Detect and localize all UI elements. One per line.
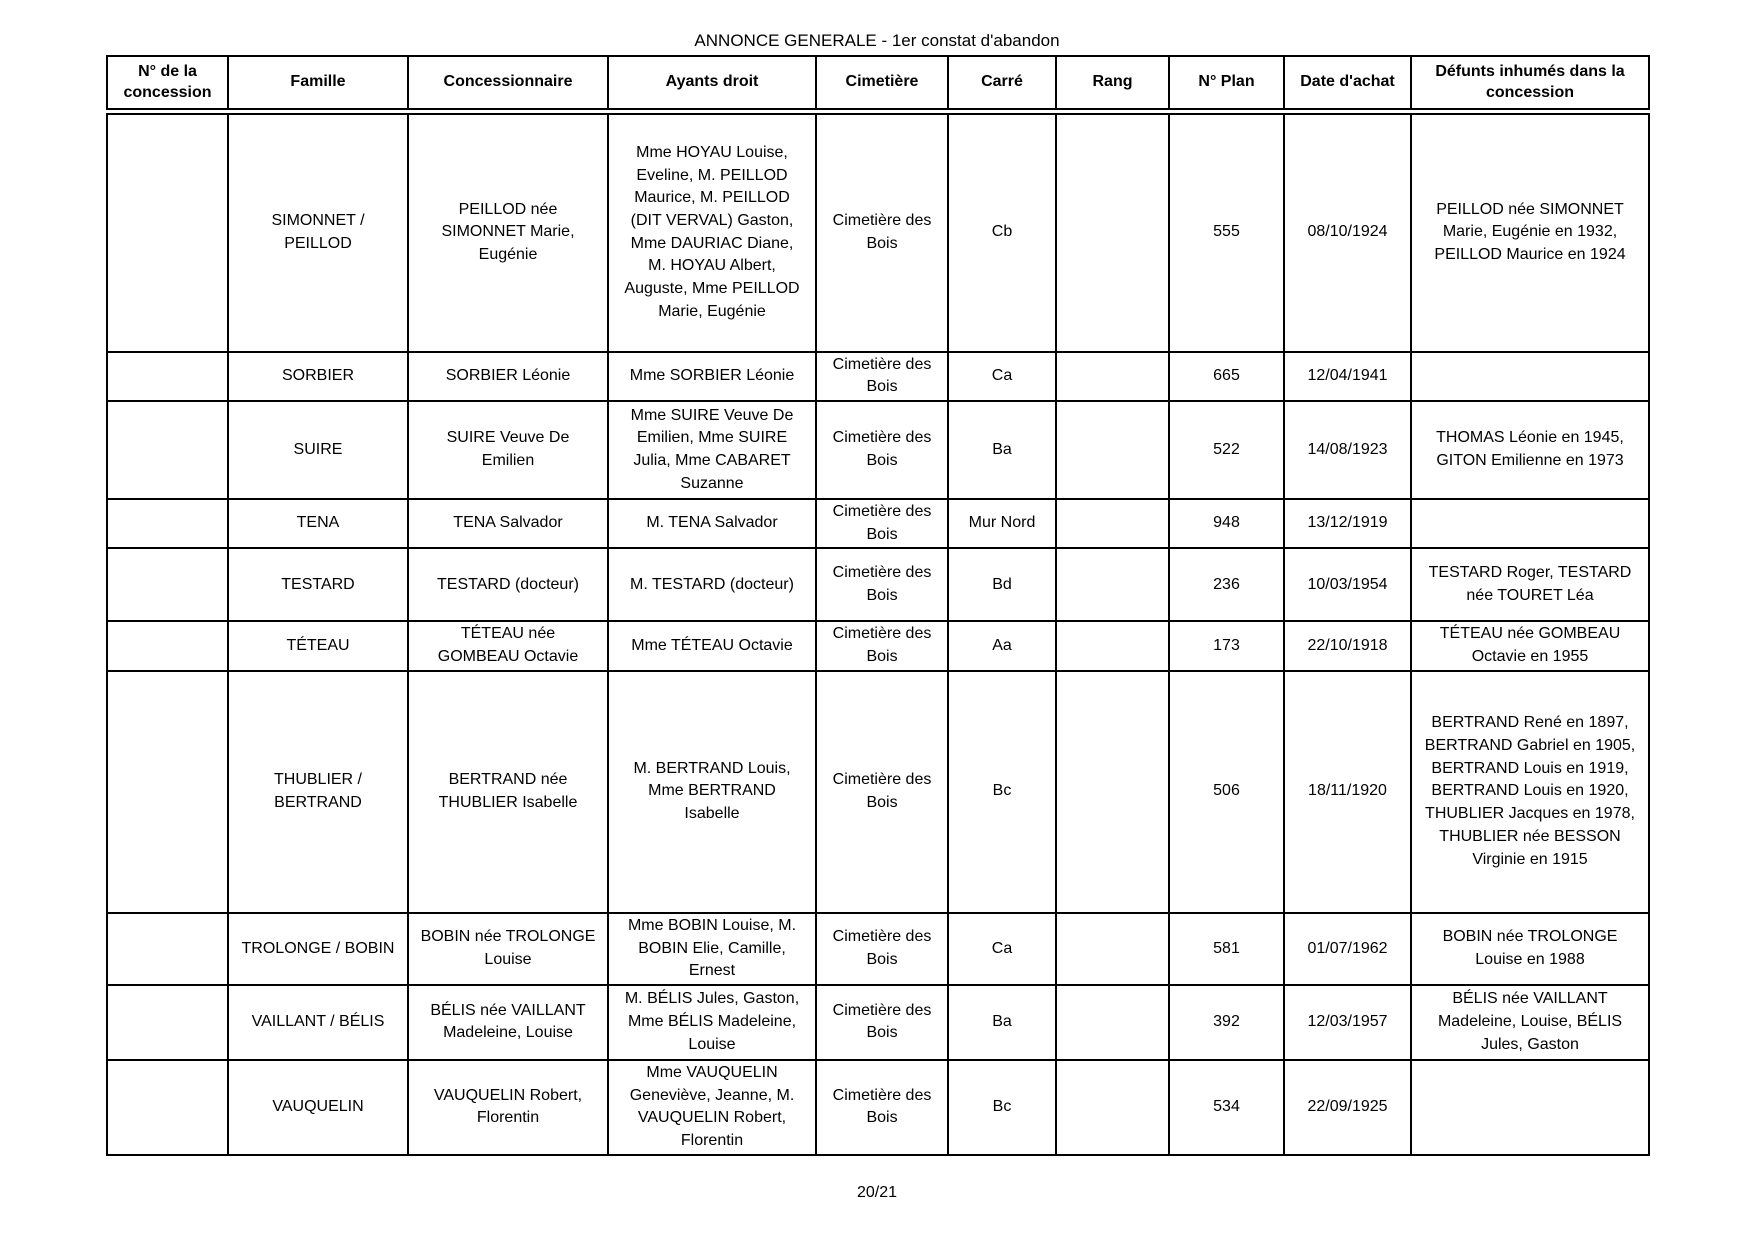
cell-concession [107,913,228,985]
cell-defunts: TÉTEAU née GOMBEAU Octavie en 1955 [1411,621,1649,670]
cell-concession [107,671,228,913]
cell-defunts [1411,1060,1649,1155]
cell-concession [107,112,228,352]
table-row [107,985,1649,1060]
cell-ayants-droit: Mme BOBIN Louise, M. BOBIN Elie, Camille, Ernest [608,913,816,985]
cell-defunts: TESTARD Roger, TESTARD née TOURET Léa [1411,548,1649,621]
cell-concession [107,548,228,621]
cell-concession [107,1060,228,1155]
cell-defunts: THOMAS Léonie en 1945, GITON Emilienne en 1973 [1411,401,1649,499]
cell-rang [1056,913,1169,985]
table-row [107,401,1649,499]
cell-ayants-droit: M. BÉLIS Jules, Gaston, Mme BÉLIS Madeleine, Louise [608,985,816,1060]
cell-famille: TROLONGE / BOBIN [228,913,408,985]
cell-defunts: BÉLIS née VAILLANT Madeleine, Louise, BÉLIS Jules, Gaston [1411,985,1649,1060]
cell-date-achat: 10/03/1954 [1284,548,1411,621]
column-header-cimetiere: Cimetière [816,56,948,112]
cell-cimetiere: Cimetière des Bois [816,621,948,670]
cell-concessionnaire: SORBIER Léonie [408,352,608,401]
cell-plan: 555 [1169,112,1284,352]
cell-rang [1056,499,1169,548]
cell-date-achat: 18/11/1920 [1284,671,1411,913]
cell-concession [107,352,228,401]
cell-concessionnaire: TENA Salvador [408,499,608,548]
cell-date-achat: 14/08/1923 [1284,401,1411,499]
cell-cimetiere: Cimetière des Bois [816,499,948,548]
cell-rang [1056,671,1169,913]
column-header-rang: Rang [1056,56,1169,112]
cell-rang [1056,985,1169,1060]
table-row [107,499,1649,548]
column-header-ayants-droit: Ayants droit [608,56,816,112]
table-row [107,548,1649,621]
cell-cimetiere: Cimetière des Bois [816,112,948,352]
cell-plan: 173 [1169,621,1284,670]
cell-ayants-droit: M. TESTARD (docteur) [608,548,816,621]
cell-famille: TÉTEAU [228,621,408,670]
cell-carre: Ca [948,913,1056,985]
column-header-concession: N° de la concession [107,56,228,112]
cell-carre: Ca [948,352,1056,401]
cell-concession [107,621,228,670]
cell-ayants-droit: M. TENA Salvador [608,499,816,548]
cell-concession [107,985,228,1060]
cell-date-achat: 08/10/1924 [1284,112,1411,352]
table-header-row [107,56,1649,112]
column-header-defunts: Défunts inhumés dans la concession [1411,56,1649,112]
cell-rang [1056,112,1169,352]
cell-carre: Cb [948,112,1056,352]
cell-ayants-droit: Mme SORBIER Léonie [608,352,816,401]
column-header-date-achat: Date d'achat [1284,56,1411,112]
cell-ayants-droit: M. BERTRAND Louis, Mme BERTRAND Isabelle [608,671,816,913]
table-row [107,671,1649,913]
cell-famille: SUIRE [228,401,408,499]
page-number: 20/21 [856,1184,898,1201]
cell-carre: Bd [948,548,1056,621]
cell-concessionnaire: SUIRE Veuve De Emilien [408,401,608,499]
cell-ayants-droit: Mme VAUQUELIN Geneviève, Jeanne, M. VAUQUELIN Robert, Florentin [608,1060,816,1155]
cell-famille: TENA [228,499,408,548]
concessions-table [106,55,1650,1156]
cell-plan: 506 [1169,671,1284,913]
cell-plan: 236 [1169,548,1284,621]
cell-rang [1056,352,1169,401]
cell-plan: 534 [1169,1060,1284,1155]
cell-cimetiere: Cimetière des Bois [816,548,948,621]
cell-rang [1056,621,1169,670]
table-row [107,112,1649,352]
cell-cimetiere: Cimetière des Bois [816,1060,948,1155]
column-header-plan: N° Plan [1169,56,1284,112]
table-body [107,112,1649,1155]
cell-concessionnaire: BERTRAND née THUBLIER Isabelle [408,671,608,913]
cell-concessionnaire: TESTARD (docteur) [408,548,608,621]
cell-date-achat: 12/03/1957 [1284,985,1411,1060]
cell-defunts [1411,352,1649,401]
cell-carre: Aa [948,621,1056,670]
cell-concessionnaire: PEILLOD née SIMONNET Marie, Eugénie [408,112,608,352]
cell-concessionnaire: BÉLIS née VAILLANT Madeleine, Louise [408,985,608,1060]
cell-concessionnaire: TÉTEAU née GOMBEAU Octavie [408,621,608,670]
cell-defunts: BOBIN née TROLONGE Louise en 1988 [1411,913,1649,985]
cell-defunts: PEILLOD née SIMONNET Marie, Eugénie en 1932, PEILLOD Maurice en 1924 [1411,112,1649,352]
cell-famille: TESTARD [228,548,408,621]
cell-plan: 665 [1169,352,1284,401]
cell-concession [107,499,228,548]
cell-famille: THUBLIER / BERTRAND [228,671,408,913]
cell-carre: Mur Nord [948,499,1056,548]
cell-cimetiere: Cimetière des Bois [816,352,948,401]
cell-cimetiere: Cimetière des Bois [816,985,948,1060]
table-row [107,621,1649,670]
cell-carre: Bc [948,1060,1056,1155]
cell-carre: Bc [948,671,1056,913]
cell-date-achat: 01/07/1962 [1284,913,1411,985]
cell-concession [107,401,228,499]
cell-carre: Ba [948,985,1056,1060]
cell-defunts: BERTRAND René en 1897, BERTRAND Gabriel en 1905, BERTRAND Louis en 1919, BERTRAND Louis en 1920, THUBLIER Jacques en 1978, THUBLIER née BESSON Virginie en 1915 [1411,671,1649,913]
cell-date-achat: 13/12/1919 [1284,499,1411,548]
cell-defunts [1411,499,1649,548]
table-row [107,352,1649,401]
cell-date-achat: 12/04/1941 [1284,352,1411,401]
cell-ayants-droit: Mme HOYAU Louise, Eveline, M. PEILLOD Maurice, M. PEILLOD (DIT VERVAL) Gaston, Mme DAURIAC Diane, M. HOYAU Albert, Auguste, Mme PEILLOD Marie, Eugénie [608,112,816,352]
cell-cimetiere: Cimetière des Bois [816,401,948,499]
table-row [107,913,1649,985]
cell-plan: 392 [1169,985,1284,1060]
column-header-famille: Famille [228,56,408,112]
cell-ayants-droit: Mme TÉTEAU Octavie [608,621,816,670]
page-title: ANNONCE GENERALE - 1er constat d'abandon [694,31,1060,50]
cell-rang [1056,548,1169,621]
cell-famille: SORBIER [228,352,408,401]
cell-carre: Ba [948,401,1056,499]
cell-date-achat: 22/09/1925 [1284,1060,1411,1155]
cell-famille: VAUQUELIN [228,1060,408,1155]
column-header-carre: Carré [948,56,1056,112]
cell-ayants-droit: Mme SUIRE Veuve De Emilien, Mme SUIRE Julia, Mme CABARET Suzanne [608,401,816,499]
cell-famille: SIMONNET / PEILLOD [228,112,408,352]
cell-concessionnaire: BOBIN née TROLONGE Louise [408,913,608,985]
cell-cimetiere: Cimetière des Bois [816,913,948,985]
cell-famille: VAILLANT / BÉLIS [228,985,408,1060]
cell-plan: 522 [1169,401,1284,499]
cell-rang [1056,401,1169,499]
cell-plan: 581 [1169,913,1284,985]
cell-plan: 948 [1169,499,1284,548]
table-row [107,1060,1649,1155]
cell-cimetiere: Cimetière des Bois [816,671,948,913]
cell-date-achat: 22/10/1918 [1284,621,1411,670]
cell-rang [1056,1060,1169,1155]
column-header-concessionnaire: Concessionnaire [408,56,608,112]
cell-concessionnaire: VAUQUELIN Robert, Florentin [408,1060,608,1155]
